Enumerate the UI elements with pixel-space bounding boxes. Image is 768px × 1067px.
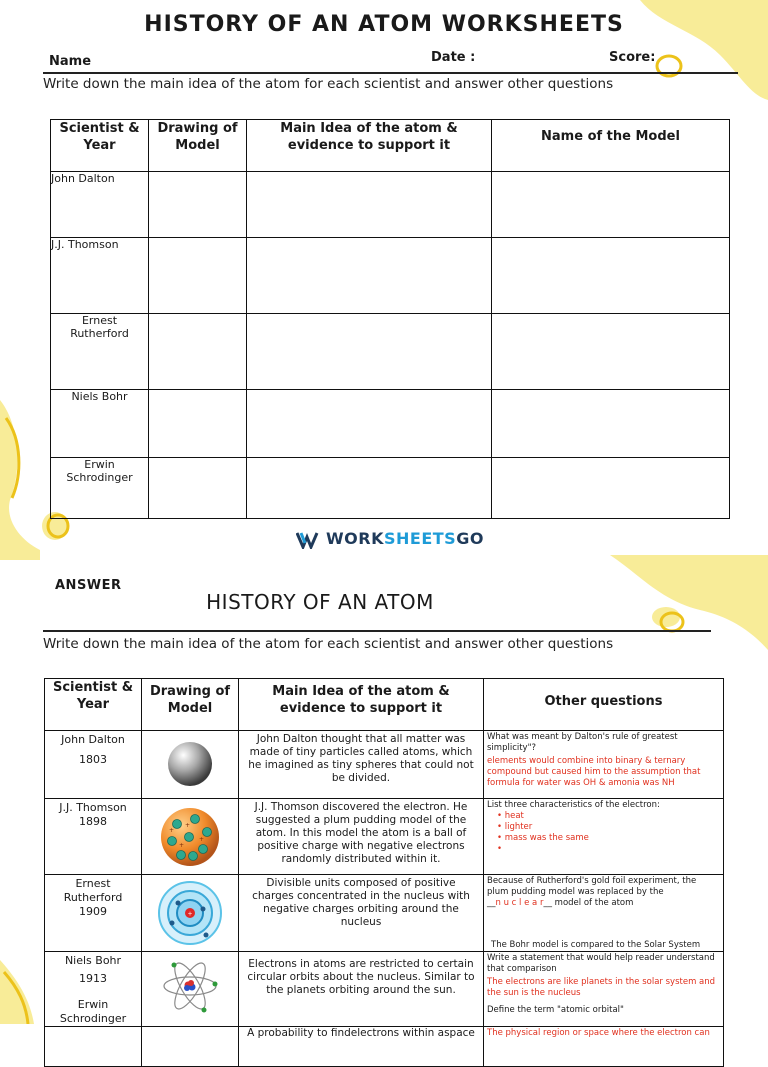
header-drawing: Drawing of Model	[149, 120, 247, 172]
scientist-cell	[45, 952, 142, 1027]
plum-pudding-model-icon	[157, 804, 223, 870]
header-scientist: Scientist & Year	[45, 679, 142, 731]
name-label: Name	[49, 54, 92, 69]
table-row	[51, 314, 730, 390]
scientist-name: John Dalton	[51, 172, 149, 238]
table-row	[51, 172, 730, 238]
answer-text: The electrons are like planets in the solar system and the sun is the nucleus	[487, 977, 716, 998]
main-idea-text: John Dalton thought that all matter was made of tiny particles called atoms, which he imagined as tiny spheres that could not be divided.	[239, 731, 484, 799]
model-name-cell[interactable]	[492, 238, 730, 314]
scientist-name: Erwin Schrodinger	[59, 998, 127, 1025]
title-rule	[43, 630, 711, 632]
question-cell	[484, 731, 724, 799]
scientist-year: 1898	[79, 815, 107, 828]
w-logo-icon	[296, 531, 322, 549]
header-drawing: Drawing of Model	[142, 679, 239, 731]
score-label: Score:	[609, 50, 656, 65]
answer-text: elements would combine into binary & ternary compound but caused him to the assumption that formula for water was OH & amonia was NH	[487, 756, 701, 788]
model-name-cell[interactable]	[492, 390, 730, 458]
answer-bullet: • mass was the same	[497, 833, 589, 843]
model-name-cell[interactable]	[492, 172, 730, 238]
header-model-name: Name of the Model	[492, 120, 730, 172]
question-text: List three characteristics of the electron:	[487, 800, 660, 810]
drawing-cell	[142, 1027, 239, 1067]
scientist-name: Niels Bohr	[51, 390, 149, 458]
worksheet-table	[50, 119, 730, 519]
main-idea-text: Electrons in atoms are restricted to certain circular orbits about the nucleus. Similar to the planets orbiting around the sun.	[239, 952, 484, 1027]
scientist-name: Ernest Rutherford	[63, 877, 123, 904]
name-line	[43, 72, 738, 74]
drawing-cell[interactable]	[149, 314, 247, 390]
table-row	[45, 952, 724, 1027]
question-cell	[484, 799, 724, 875]
question-text: Define the term "atomic orbital"	[487, 1005, 624, 1015]
yellow-ring-icon	[652, 52, 686, 80]
answer-text: The physical region or space where the electron can	[484, 1027, 724, 1067]
drawing-cell[interactable]	[149, 390, 247, 458]
scientist-year: 1913	[79, 972, 107, 985]
scientist-name: J.J. Thomson	[59, 801, 127, 814]
table-row	[45, 1027, 724, 1067]
table-row	[51, 238, 730, 314]
table-row	[45, 799, 724, 875]
drawing-cell[interactable]	[149, 238, 247, 314]
main-idea-cell[interactable]	[247, 314, 492, 390]
main-idea-text: J.J. Thomson discovered the electron. He suggested a plum pudding model of the atom. In this model the atom is a ball of positive charge with negative electrons randomly distributed within it.	[239, 799, 484, 875]
answer-instructions: Write down the main idea of the atom for each scientist and answer other questions	[43, 636, 614, 652]
scientist-name: Erwin Schrodinger	[51, 458, 149, 519]
drawing-cell	[142, 799, 239, 875]
table-row	[51, 458, 730, 519]
yellow-blob-bottom-left	[0, 960, 40, 1024]
date-label: Date :	[431, 50, 476, 65]
header-main-idea: Main Idea of the atom & evidence to support it	[247, 120, 492, 172]
answer-bullet: • heat	[497, 811, 524, 821]
question-text: Write a statement that would help reader understand that comparison	[487, 953, 715, 974]
main-idea-cell[interactable]	[247, 390, 492, 458]
drawing-cell	[142, 952, 239, 1027]
main-idea-cell[interactable]	[247, 458, 492, 519]
scientist-cell	[45, 1027, 142, 1067]
main-idea-text: Divisible units composed of positive charges concentrated in the nucleus with negative charges orbiting around the nucleus	[239, 875, 484, 952]
drawing-cell	[142, 731, 239, 799]
scientist-cell	[45, 731, 142, 799]
model-name-cell[interactable]	[492, 314, 730, 390]
solid-sphere-model-icon	[160, 734, 220, 794]
question-text: Because of Rutherford's gold foil experiment, the plum pudding model was replaced by the	[487, 876, 697, 897]
answer-bullet: • lighter	[497, 822, 533, 832]
svg-text:+: +	[185, 822, 191, 829]
question-cell	[484, 952, 724, 1027]
instructions: Write down the main idea of the atom for each scientist and answer other questions	[43, 76, 614, 92]
svg-text:+: +	[199, 836, 205, 843]
fill-blank-line: __n u c l e a r__ model of the atom	[487, 898, 634, 908]
scientist-name: Niels Bohr	[64, 954, 122, 967]
answer-bullet: •	[497, 844, 505, 854]
svg-text:+: +	[169, 827, 175, 834]
header-main-idea: Main Idea of the atom & evidence to support it	[239, 679, 484, 731]
scientist-year: 1803	[79, 753, 107, 766]
worksheet-title: HISTORY OF AN ATOM WORKSHEETS	[144, 12, 624, 37]
scientist-cell	[45, 875, 142, 952]
drawing-cell[interactable]	[149, 172, 247, 238]
header-scientist: Scientist & Year	[51, 120, 149, 172]
answer-table	[44, 678, 724, 1067]
bohr-preamble: The Bohr model is compared to the Solar System	[491, 940, 701, 950]
drawing-cell[interactable]	[149, 458, 247, 519]
worksheetsgo-logo: WORKSHEETSGO	[296, 529, 484, 549]
scientist-cell	[45, 799, 142, 875]
table-row	[51, 390, 730, 458]
nuclear-model-icon	[156, 879, 224, 947]
question-text: What was meant by Dalton's rule of greatest simplicity"?	[487, 732, 678, 753]
table-row	[45, 731, 724, 799]
scientist-name: J.J. Thomson	[51, 238, 149, 314]
scientist-name: John Dalton	[61, 733, 125, 746]
main-idea-cell[interactable]	[247, 172, 492, 238]
svg-text:+: +	[187, 910, 193, 918]
main-idea-cell[interactable]	[247, 238, 492, 314]
answer-title: HISTORY OF AN ATOM	[206, 590, 434, 614]
bohr-model-icon	[160, 956, 220, 1016]
drawing-cell	[142, 875, 239, 952]
answer-label: ANSWER	[55, 578, 122, 593]
scientist-year: 1909	[79, 905, 107, 918]
scientist-name: Ernest Rutherford	[51, 314, 149, 390]
header-other-questions: Other questions	[484, 679, 724, 731]
model-name-cell[interactable]	[492, 458, 730, 519]
svg-text:+: +	[179, 842, 185, 849]
main-idea-text: A probability to findelectrons within aspace	[239, 1027, 484, 1067]
